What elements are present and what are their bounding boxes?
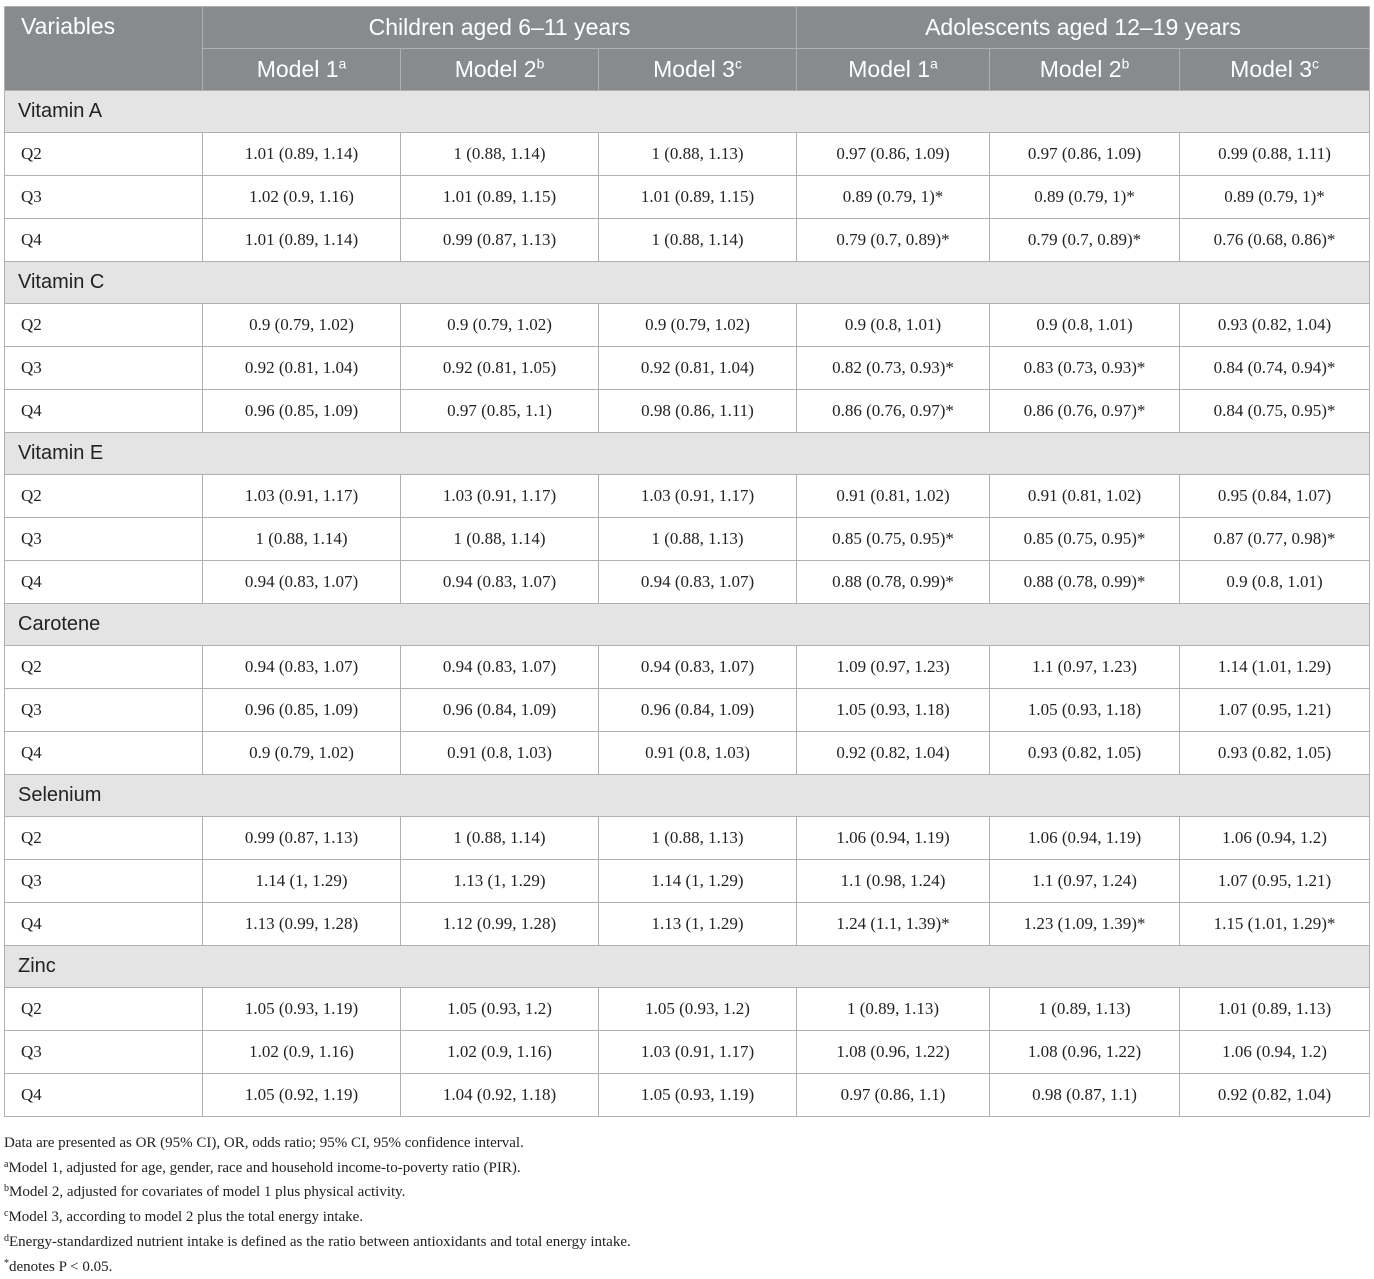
footnote bbox=[4, 1230, 631, 1255]
group-row bbox=[5, 433, 1370, 475]
table-row bbox=[5, 903, 1370, 946]
table-cell: 0.96 (0.84, 1.09) bbox=[599, 689, 797, 732]
table-cell: 0.92 (0.81, 1.04) bbox=[599, 347, 797, 390]
header-row-groups bbox=[5, 7, 1370, 49]
table-cell: 0.9 (0.8, 1.01) bbox=[990, 304, 1180, 347]
table-cell: 1.03 (0.91, 1.17) bbox=[203, 475, 401, 518]
odds-ratio-table bbox=[4, 6, 1370, 1117]
table-cell: 1.02 (0.9, 1.16) bbox=[401, 1031, 599, 1074]
quartile-label: Q2 bbox=[5, 988, 203, 1031]
quartile-label: Q2 bbox=[5, 133, 203, 176]
table-cell: 0.85 (0.75, 0.95)* bbox=[797, 518, 990, 561]
table-row bbox=[5, 304, 1370, 347]
model-footnote-mark: c bbox=[1311, 56, 1319, 72]
table-cell: 1 (0.89, 1.13) bbox=[797, 988, 990, 1031]
table-cell: 1.03 (0.91, 1.17) bbox=[599, 475, 797, 518]
table-cell: 1.06 (0.94, 1.2) bbox=[1180, 817, 1370, 860]
table-cell: 0.91 (0.8, 1.03) bbox=[599, 732, 797, 775]
quartile-label: Q3 bbox=[5, 518, 203, 561]
table-cell: 1 (0.88, 1.14) bbox=[203, 518, 401, 561]
quartile-label: Q3 bbox=[5, 689, 203, 732]
table-cell: 0.97 (0.85, 1.1) bbox=[401, 390, 599, 433]
table-cell: 1.13 (1, 1.29) bbox=[401, 860, 599, 903]
table-cell: 1.02 (0.9, 1.16) bbox=[203, 176, 401, 219]
table-cell: 0.93 (0.82, 1.04) bbox=[1180, 304, 1370, 347]
table-cell: 1 (0.88, 1.14) bbox=[401, 133, 599, 176]
table-row bbox=[5, 475, 1370, 518]
model-header bbox=[797, 49, 990, 91]
table-cell: 1.03 (0.91, 1.17) bbox=[599, 1031, 797, 1074]
model-footnote-mark: c bbox=[734, 56, 742, 72]
group-row bbox=[5, 604, 1370, 646]
table-cell: 0.92 (0.82, 1.04) bbox=[1180, 1074, 1370, 1117]
group-row bbox=[5, 262, 1370, 304]
table-cell: 0.91 (0.8, 1.03) bbox=[401, 732, 599, 775]
table-row bbox=[5, 561, 1370, 604]
table-cell: 1.05 (0.93, 1.19) bbox=[599, 1074, 797, 1117]
table-cell: 1.15 (1.01, 1.29)* bbox=[1180, 903, 1370, 946]
group-row bbox=[5, 91, 1370, 133]
table-cell: 1 (0.88, 1.14) bbox=[401, 518, 599, 561]
group-row bbox=[5, 775, 1370, 817]
header-row-models bbox=[5, 49, 1370, 91]
table-cell: 1.1 (0.97, 1.23) bbox=[990, 646, 1180, 689]
table-row bbox=[5, 732, 1370, 775]
results-table-container bbox=[4, 6, 1369, 1117]
table-cell: 0.9 (0.79, 1.02) bbox=[599, 304, 797, 347]
quartile-label: Q2 bbox=[5, 817, 203, 860]
table-cell: 1 (0.88, 1.14) bbox=[599, 219, 797, 262]
footnote-mark: c bbox=[4, 1208, 9, 1220]
quartile-label: Q4 bbox=[5, 219, 203, 262]
table-cell: 1.01 (0.89, 1.14) bbox=[203, 133, 401, 176]
table-cell: 1.06 (0.94, 1.19) bbox=[797, 817, 990, 860]
footnote-mark: a bbox=[4, 1158, 9, 1170]
quartile-label: Q3 bbox=[5, 176, 203, 219]
table-cell: 0.79 (0.7, 0.89)* bbox=[797, 219, 990, 262]
adolescents-header: Adolescents aged 12–19 years bbox=[797, 7, 1370, 49]
quartile-label: Q2 bbox=[5, 646, 203, 689]
table-cell: 1 (0.88, 1.14) bbox=[401, 817, 599, 860]
table-cell: 0.91 (0.81, 1.02) bbox=[797, 475, 990, 518]
footnote-mark: * bbox=[4, 1257, 9, 1269]
table-row bbox=[5, 219, 1370, 262]
table-cell: 0.87 (0.77, 0.98)* bbox=[1180, 518, 1370, 561]
footnote bbox=[4, 1180, 631, 1205]
quartile-label: Q2 bbox=[5, 475, 203, 518]
table-cell: 0.9 (0.8, 1.01) bbox=[797, 304, 990, 347]
group-label: Vitamin A bbox=[5, 91, 1370, 133]
table-cell: 0.9 (0.79, 1.02) bbox=[401, 304, 599, 347]
table-row bbox=[5, 689, 1370, 732]
table-row bbox=[5, 988, 1370, 1031]
table-cell: 1.01 (0.89, 1.14) bbox=[203, 219, 401, 262]
table-cell: 0.97 (0.86, 1.09) bbox=[990, 133, 1180, 176]
table-cell: 1.05 (0.93, 1.2) bbox=[401, 988, 599, 1031]
table-cell: 1.05 (0.93, 1.18) bbox=[797, 689, 990, 732]
table-cell: 0.99 (0.88, 1.11) bbox=[1180, 133, 1370, 176]
table-cell: 0.9 (0.79, 1.02) bbox=[203, 304, 401, 347]
footnote-text: Model 2, adjusted for covariates of model 1 plus physical activity. bbox=[9, 1184, 406, 1201]
table-cell: 1.06 (0.94, 1.2) bbox=[1180, 1031, 1370, 1074]
table-row bbox=[5, 1074, 1370, 1117]
table-cell: 0.94 (0.83, 1.07) bbox=[599, 561, 797, 604]
table-cell: 1 (0.88, 1.13) bbox=[599, 817, 797, 860]
model-header bbox=[1180, 49, 1370, 91]
group-label: Selenium bbox=[5, 775, 1370, 817]
table-cell: 1.05 (0.93, 1.2) bbox=[599, 988, 797, 1031]
table-cell: 0.92 (0.81, 1.05) bbox=[401, 347, 599, 390]
table-cell: 0.99 (0.87, 1.13) bbox=[401, 219, 599, 262]
quartile-label: Q4 bbox=[5, 390, 203, 433]
table-body bbox=[5, 91, 1370, 1117]
table-cell: 0.91 (0.81, 1.02) bbox=[990, 475, 1180, 518]
model-header bbox=[401, 49, 599, 91]
table-cell: 1 (0.88, 1.13) bbox=[599, 133, 797, 176]
quartile-label: Q4 bbox=[5, 561, 203, 604]
footnote-text: Data are presented as OR (95% CI), OR, odds ratio; 95% CI, 95% confidence interval. bbox=[4, 1135, 524, 1151]
footnote-text: Model 1, adjusted for age, gender, race and household income-to-poverty ratio (PIR). bbox=[8, 1159, 521, 1176]
model-footnote-mark: a bbox=[338, 56, 347, 72]
quartile-label: Q3 bbox=[5, 347, 203, 390]
table-cell: 1.04 (0.92, 1.18) bbox=[401, 1074, 599, 1117]
table-cell: 1.03 (0.91, 1.17) bbox=[401, 475, 599, 518]
table-cell: 0.86 (0.76, 0.97)* bbox=[797, 390, 990, 433]
table-cell: 0.99 (0.87, 1.13) bbox=[203, 817, 401, 860]
group-row bbox=[5, 946, 1370, 988]
table-cell: 1.05 (0.93, 1.19) bbox=[203, 988, 401, 1031]
model-footnote-mark: b bbox=[536, 56, 545, 72]
table-cell: 0.98 (0.87, 1.1) bbox=[990, 1074, 1180, 1117]
table-cell: 0.88 (0.78, 0.99)* bbox=[797, 561, 990, 604]
quartile-label: Q2 bbox=[5, 304, 203, 347]
table-cell: 0.97 (0.86, 1.1) bbox=[797, 1074, 990, 1117]
footnote-text: Energy-standardized nutrient intake is defined as the ratio between antioxidants and total energy intake. bbox=[9, 1233, 631, 1250]
table-cell: 1.1 (0.98, 1.24) bbox=[797, 860, 990, 903]
table-cell: 0.84 (0.74, 0.94)* bbox=[1180, 347, 1370, 390]
table-cell: 1.01 (0.89, 1.13) bbox=[1180, 988, 1370, 1031]
footnote bbox=[4, 1205, 631, 1230]
table-cell: 0.9 (0.79, 1.02) bbox=[203, 732, 401, 775]
table-row bbox=[5, 518, 1370, 561]
table-cell: 0.86 (0.76, 0.97)* bbox=[990, 390, 1180, 433]
group-label: Carotene bbox=[5, 604, 1370, 646]
footnote-mark: b bbox=[4, 1183, 9, 1195]
table-cell: 0.96 (0.85, 1.09) bbox=[203, 390, 401, 433]
footnote bbox=[4, 1131, 631, 1156]
table-cell: 1.08 (0.96, 1.22) bbox=[797, 1031, 990, 1074]
model-label: Model 1 bbox=[848, 56, 931, 82]
footnote bbox=[4, 1255, 631, 1279]
table-cell: 0.9 (0.8, 1.01) bbox=[1180, 561, 1370, 604]
quartile-label: Q4 bbox=[5, 732, 203, 775]
table-cell: 0.89 (0.79, 1)* bbox=[797, 176, 990, 219]
table-row bbox=[5, 390, 1370, 433]
table-cell: 1.24 (1.1, 1.39)* bbox=[797, 903, 990, 946]
footnote bbox=[4, 1156, 631, 1181]
group-label: Vitamin E bbox=[5, 433, 1370, 475]
table-row bbox=[5, 860, 1370, 903]
model-footnote-mark: a bbox=[930, 56, 938, 72]
quartile-label: Q4 bbox=[5, 903, 203, 946]
table-cell: 1.07 (0.95, 1.21) bbox=[1180, 860, 1370, 903]
quartile-label: Q3 bbox=[5, 860, 203, 903]
table-cell: 1 (0.88, 1.13) bbox=[599, 518, 797, 561]
model-header bbox=[599, 49, 797, 91]
table-cell: 0.98 (0.86, 1.11) bbox=[599, 390, 797, 433]
table-cell: 0.96 (0.85, 1.09) bbox=[203, 689, 401, 732]
table-cell: 0.76 (0.68, 0.86)* bbox=[1180, 219, 1370, 262]
model-footnote-mark: b bbox=[1121, 56, 1130, 72]
table-cell: 0.93 (0.82, 1.05) bbox=[990, 732, 1180, 775]
table-cell: 0.92 (0.81, 1.04) bbox=[203, 347, 401, 390]
table-cell: 0.85 (0.75, 0.95)* bbox=[990, 518, 1180, 561]
quartile-label: Q3 bbox=[5, 1031, 203, 1074]
table-cell: 1.1 (0.97, 1.24) bbox=[990, 860, 1180, 903]
table-row bbox=[5, 133, 1370, 176]
table-cell: 0.95 (0.84, 1.07) bbox=[1180, 475, 1370, 518]
table-cell: 1.14 (1.01, 1.29) bbox=[1180, 646, 1370, 689]
children-header: Children aged 6–11 years bbox=[203, 7, 797, 49]
group-label: Zinc bbox=[5, 946, 1370, 988]
table-cell: 1.14 (1, 1.29) bbox=[599, 860, 797, 903]
table-row bbox=[5, 817, 1370, 860]
table-cell: 0.94 (0.83, 1.07) bbox=[401, 561, 599, 604]
table-cell: 0.94 (0.83, 1.07) bbox=[599, 646, 797, 689]
table-cell: 1.23 (1.09, 1.39)* bbox=[990, 903, 1180, 946]
model-label: Model 3 bbox=[1230, 56, 1312, 82]
footnote-text: Model 3, according to model 2 plus the total energy intake. bbox=[8, 1209, 364, 1226]
footnote-mark: d bbox=[4, 1232, 9, 1244]
table-cell: 1 (0.89, 1.13) bbox=[990, 988, 1180, 1031]
footnote-text: denotes P < 0.05. bbox=[9, 1258, 113, 1275]
table-cell: 0.94 (0.83, 1.07) bbox=[401, 646, 599, 689]
table-cell: 1.06 (0.94, 1.19) bbox=[990, 817, 1180, 860]
table-cell: 1.01 (0.89, 1.15) bbox=[401, 176, 599, 219]
table-cell: 1.07 (0.95, 1.21) bbox=[1180, 689, 1370, 732]
table-cell: 0.84 (0.75, 0.95)* bbox=[1180, 390, 1370, 433]
table-cell: 0.96 (0.84, 1.09) bbox=[401, 689, 599, 732]
table-cell: 0.79 (0.7, 0.89)* bbox=[990, 219, 1180, 262]
variables-header: Variables bbox=[5, 7, 203, 91]
model-header bbox=[990, 49, 1180, 91]
table-cell: 0.82 (0.73, 0.93)* bbox=[797, 347, 990, 390]
table-cell: 0.83 (0.73, 0.93)* bbox=[990, 347, 1180, 390]
model-header bbox=[203, 49, 401, 91]
table-cell: 1.08 (0.96, 1.22) bbox=[990, 1031, 1180, 1074]
table-cell: 0.94 (0.83, 1.07) bbox=[203, 646, 401, 689]
model-label: Model 3 bbox=[653, 56, 735, 82]
table-cell: 1.01 (0.89, 1.15) bbox=[599, 176, 797, 219]
footnotes bbox=[4, 1131, 631, 1279]
table-cell: 1.14 (1, 1.29) bbox=[203, 860, 401, 903]
table-cell: 0.94 (0.83, 1.07) bbox=[203, 561, 401, 604]
table-row bbox=[5, 646, 1370, 689]
table-cell: 0.97 (0.86, 1.09) bbox=[797, 133, 990, 176]
model-label: Model 2 bbox=[1039, 56, 1122, 82]
table-cell: 1.13 (1, 1.29) bbox=[599, 903, 797, 946]
model-label: Model 2 bbox=[454, 56, 537, 82]
table-header bbox=[5, 7, 1370, 91]
table-cell: 0.89 (0.79, 1)* bbox=[1180, 176, 1370, 219]
group-label: Vitamin C bbox=[5, 262, 1370, 304]
table-cell: 1.05 (0.93, 1.18) bbox=[990, 689, 1180, 732]
quartile-label: Q4 bbox=[5, 1074, 203, 1117]
table-cell: 1.09 (0.97, 1.23) bbox=[797, 646, 990, 689]
table-cell: 0.88 (0.78, 0.99)* bbox=[990, 561, 1180, 604]
table-cell: 0.89 (0.79, 1)* bbox=[990, 176, 1180, 219]
table-row bbox=[5, 1031, 1370, 1074]
table-row bbox=[5, 176, 1370, 219]
table-cell: 1.05 (0.92, 1.19) bbox=[203, 1074, 401, 1117]
table-cell: 1.02 (0.9, 1.16) bbox=[203, 1031, 401, 1074]
table-cell: 1.13 (0.99, 1.28) bbox=[203, 903, 401, 946]
table-row bbox=[5, 347, 1370, 390]
table-cell: 0.93 (0.82, 1.05) bbox=[1180, 732, 1370, 775]
table-cell: 1.12 (0.99, 1.28) bbox=[401, 903, 599, 946]
model-label: Model 1 bbox=[256, 56, 339, 82]
table-cell: 0.92 (0.82, 1.04) bbox=[797, 732, 990, 775]
